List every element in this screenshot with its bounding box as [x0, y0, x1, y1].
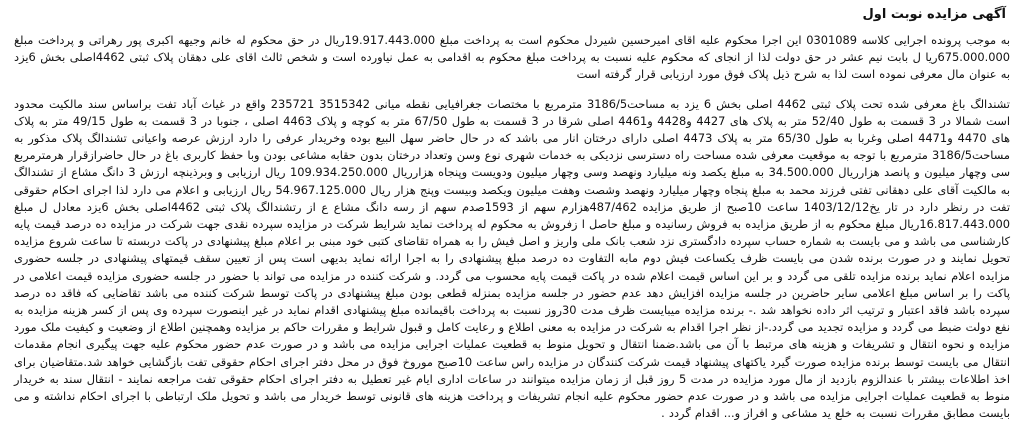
notice-paragraph-debt: به موجب پرونده اجرایی کلاسه 0301089 این اجرا محکوم علیه اقای امیرحسین شیردل محکوم است به پرداخت مبلغ 19.917.443.000ریال در حق محکوم له خانم وجیهه اکبری پور رهراتی و پرداخت مبلغ 675.000.000ریا ل بابت نیم عشر در حق دولت لذا از انجای که محکوم علیه نسبت به پرداخت مبلغ محکوم به اقدامی به عمل نیاورده است و شخص ثالث اقای علی دهقان پلاک ثبتی 4462اصلی بخش 6یزد به عنوان مال معرفی نموده است لذا به شرح ذیل پلاک فوق مورد ارزیابی قرار گرفته است: [14, 33, 1011, 82]
notice-title: آگهی مزایده نوبت اول: [862, 7, 1006, 22]
auction-notice: [14, 0, 1010, 424]
notice-paragraph-property: تشندالگ باغ معرفی شده تحت پلاک ثبتی 4462 اصلی بخش 6 یزد به مساحت3186/5 مترمربع با مختصات جغرافیایی نقطه میانی 3515342 235721 واقع در غیاث آباد تفت براساس سند مالکیت محدود است شمالا در 3 قسمت به طول 52/40 متر به پلاک های 4427 و4428 و4461 اصلی شرقا در 3 قسمت به طول 67/50 متر به کوچه و پلاک 4463 اصلی ، جنوبا در 3 قسمت به طول 49/15 متر به پلاک های 4470 و4471 اصلی وغربا به طول 65/30 متر به پلاک 4473 اصلی دارای درختان انار می باشد که در حال حاضر سهل البیع بوده وخریدار عرفی را دارد ارزش عرصه واعیانی تشندالگ پلاک مذکور به مساحت3186/5 مترمربع با توجه به موقعیت معرفی شده مساحت راه دسترسی نزدیکی به خدمات شهری نوع وسن وتعداد درختان بدون حقابه مشاعی بودن وبا حفظ کاربری باغ در حال حاضرازقرار هرمترمربع سی وچهار میلیون و پانصد هزارریال 34.500.000 به مبلغ یکصد ونه میلیارد ونهصد وسی وچهار میلیون ودویست وپنجاه هزارریال 109.934.250.000 ریال ارزیابی و وبرذینچه ارزش 3 دانگ مشاع از تشندالگ به مالکیت آقای علی دهقانی تفتی فرزند محمد به مبلغ پنجاه وچهار میلیارد ونهصد وشصت وهفت میلیون ویکصد وبیست وپنج هزار ریال 54.967.125.000 ریال ارزیابی و اعلام می دارد لذا اجرای احکام حقوقی تفت در رنظر دارد در تار یخ1403/12/12 ساعت 10صبح از طریق مزایده 487/462هزارم سهم از 1593صدم سهم از رسه دانگ مشاع ع از رتشندالگ پلاک ثبتی 4462اصلی بخش 6یزد معادل ل مبلغ 16.817.443.000ریال مبلغ محکوم به از طریق مزایده به فروش رسانیده و مبلغ حاصل ا زفروش به محکوم له پرداخت نماید شرایط شرکت در مزایده سپرده نقدی جهت شرکت در مزایده ده درصد قیمت پایه کارشناسی می باشد و می بایست به شماره حساب سپرده دادگستری نزد شعب بانک ملی واریز و اصل فیش را به همراه تقاضای کتبی خود مبنی بر اعلام مبلغ پیشنهادی در پاکت دربسته تا ساعت شروع مزایده تحویل نمایند و در صورت برنده شدن می بایست ظرف یکساعت فیش دوم مابه التفاوت ده درصد مبلغ پیشنهادی را به اجرا ارائه نماید بدیهی است پس از تعیین سقف قیمتهای پیشنهادی در جلسه حضوری مزایده اعلام نماید برنده مزایده تلقی می گردد و بر این اساس قیمت اعلام شده در پاکت قیمت پایه محسوب می گردد. و شرکت کننده در مزایده می تواند با حضور در جلسه حضوری مزایده قیمت اعلامی در پاکت را بر اساس مبلغ اعلامی سایر حاضرین در جلسه مزایده افزایش دهد عدم حضور در جلسه مزایده بمنزله قطعی بودن مبلغ پیشنهادی در پاکت توسط شرکت کننده می باشد تقاضایی که فاقد ده درصد سپرده باشد فاقد اعتبار و ترتیب اثر داده نخواهد شد .- برنده مزایده میبایست ظرف مدت 30روز نسبت به پرداخت باقیمانده مبلغ پیشنهادی اقدام نماید در غیر اینصورت سپرده وی پس از کسر هزینه مزایده به نفع دولت ضبط می گردد و مزایده تجدید می گردد.-از نظر اجرا اقدام به شرکت در مزایده به معنی اطلاع و رعایت کامل و قبول شرایط و مقررات حاکم بر مزایده وهمچنین اطلاع از وضعیت و کیفیت ملک مورد مزایده و نحوه انتقال و تشریفات و هزینه های مرتبط با آن می باشد.ضمنا انتقال و تحویل منوط به قطعیت عملیات اجرایی مزایده می باشد و در صورت عدم حضور محکوم علیه جهت پیگیری انجام مقدمات انتقال می بایست توسط برنده مزایده صورت گیرد یاکتهای پیشنهاد قیمت شرکت کنندگان در مزایده راس ساعت 10صبح موروخ فوق در محل دفتر اجرای احکام حقوقی تفت بازگشایی خواهد شد.متقاضیان برای اخذ اطلاعات بیشتر با عندالزوم بازدید از مال مورد مزایده در مدت 5 روز قبل از زمان مزایده میتوانند در ساعات اداری ایام غیر تعطیل به دفتر اجرای احکام حقوقی تفت مراجعه نمایند - انتقال سند به خریدار منوط به قطعیت عملیات اجرایی مزایده می باشد و در صورت عدم حضور محکوم علیه انجام تشریفات و پرداخت هزینه های قانونی توسط خریدار می باشد و تحویل ملک ارتباطی با اجرای احکام نداشته و می بایست مطابق مقررات نسبت به خلع ید مشاعی و افراز و... اقدام گردد .: [14, 96, 1011, 421]
